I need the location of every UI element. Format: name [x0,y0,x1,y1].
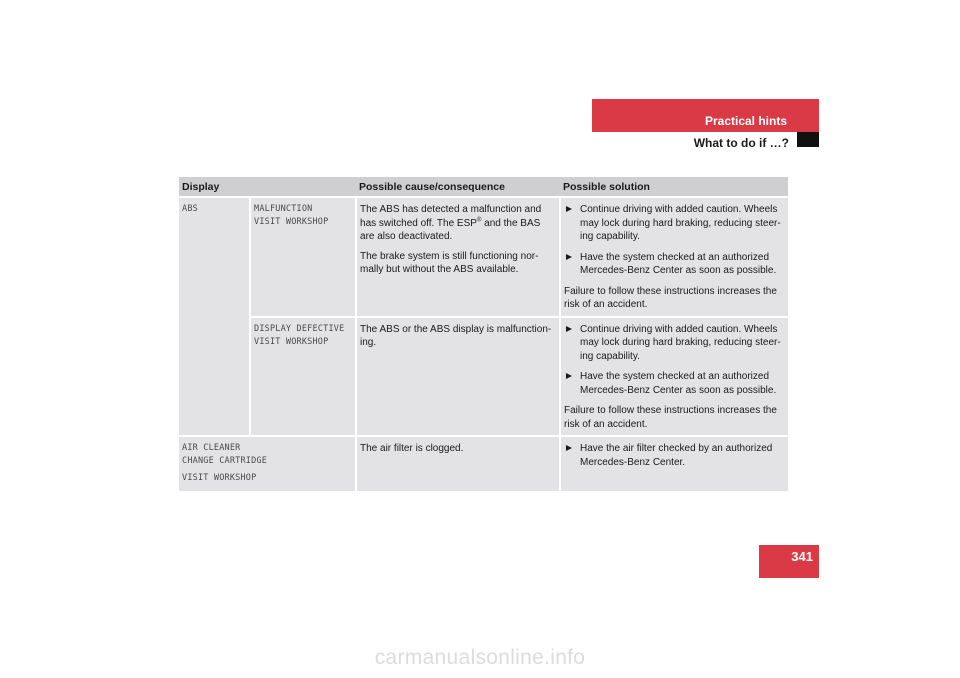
table-row [179,197,788,317]
display-message: ABS [182,204,198,214]
cause-text: The ABS or the ABS display is malfunction-ing. [360,323,552,348]
cause-text-part: and the BAS are also deactivated. [360,217,541,242]
section-header-bar [592,99,819,132]
display-message-line: VISIT WORKSHOP [254,217,329,227]
solution-step [564,370,785,397]
display-message-line: AIR CLEANER [182,443,241,453]
bullet-arrow-icon [566,373,572,379]
display-message-line: VISIT WORKSHOP [254,336,329,347]
cause-cell [356,317,560,437]
display-message-line: VISIT WORKSHOP [182,473,257,483]
display-cell [250,197,356,317]
registered-mark: ® [476,217,482,224]
cause-text [360,203,556,244]
display-cell [179,436,356,491]
watermark: carmanualsonline.info [374,646,586,669]
solution-step-text: Have the air filter checked by an authorized Mercedes-Benz Center. [580,443,773,468]
cause-text: The air filter is clogged. [360,443,464,454]
bullet-arrow-icon [566,445,572,451]
table-row [179,436,788,491]
section-title: Practical hints [704,114,787,128]
header-display: Display [179,177,356,197]
bullet-arrow-icon [566,206,572,212]
display-message-line: DISPLAY DEFECTIVE [254,323,345,334]
cause-text-part: The ABS has detected a malfunction and has switched off. The ESP [360,204,542,229]
table-row [179,317,788,437]
display-message-line: MALFUNCTION [254,204,313,214]
solution-cell [560,436,788,491]
cause-cell [356,436,560,491]
warning-note: Failure to follow these instructions increases the risk of an accident. [564,405,777,430]
solution-step-text: Continue driving with added caution. Wheels may lock during hard braking, reducing steer-ing capability. [580,204,781,242]
bullet-arrow-icon [566,326,572,332]
display-group-abs [179,197,250,436]
solution-cell [560,197,788,317]
solution-step [564,203,785,244]
solution-step-text: Have the system checked at an authorized Mercedes-Benz Center as soon as possible. [580,251,777,276]
solution-cell [560,317,788,437]
page-number: 341 [791,549,813,564]
solution-step-text: Have the system checked at an authorized Mercedes-Benz Center as soon as possible. [580,371,777,396]
bullet-arrow-icon [566,254,572,260]
troubleshooting-table [179,177,788,491]
warning-note: Failure to follow these instructions increases the risk of an accident. [564,285,777,310]
page-number-box [759,545,819,578]
display-cell [250,317,356,437]
header-cause: Possible cause/consequence [356,177,560,197]
table-header-row [179,177,788,197]
header-solution: Possible solution [560,177,788,197]
solution-step [564,323,785,364]
solution-step [564,442,785,469]
cause-text: The brake system is still functioning nor-mally but without the ABS available. [360,250,539,275]
cause-cell [356,197,560,317]
solution-step [564,251,785,278]
solution-step-text: Continue driving with added caution. Wheels may lock during hard braking, reducing steer-ing capability. [580,323,781,362]
display-message-line: CHANGE CARTRIDGE [182,456,268,466]
header-marker [797,132,819,147]
subsection-title: What to do if …? [693,136,789,150]
